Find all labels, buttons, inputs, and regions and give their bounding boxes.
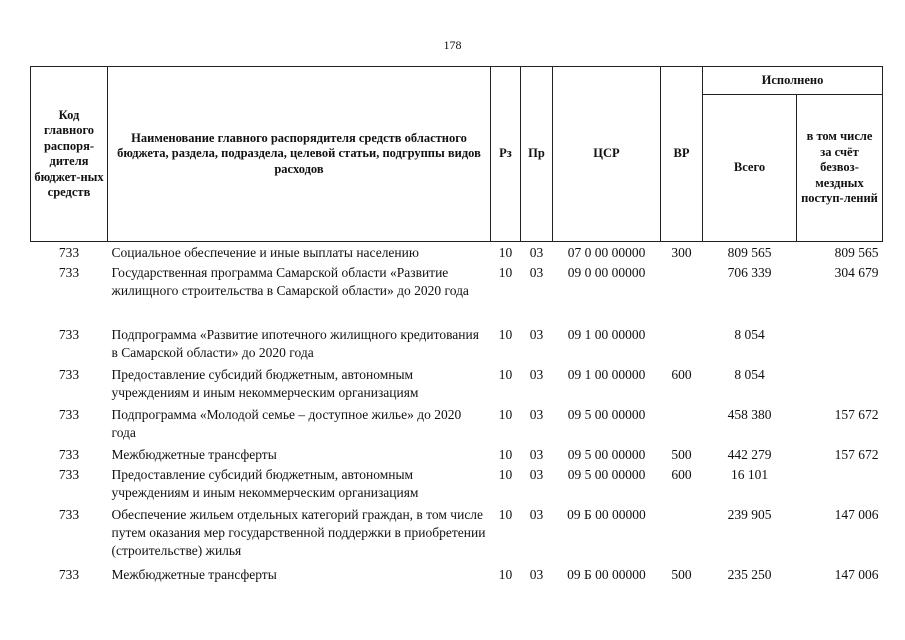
cell-total: 16 101 <box>730 467 769 482</box>
cell-name: Государственная программа Самарской области «Развитие жилищного строительства в Самарской области» до 2020 года <box>111 265 469 298</box>
cell-total: 8 054 <box>734 367 765 382</box>
cell-incl: 157 672 <box>834 407 879 422</box>
cell-incl: 157 672 <box>834 447 879 462</box>
cell-csr: 09 5 00 00000 <box>567 467 646 482</box>
cell-total: 706 339 <box>727 265 772 280</box>
cell-name: Подпрограмма «Развитие ипотечного жилищного кредитования в Самарской области» до 2020 года <box>111 327 479 360</box>
table-body <box>31 242 883 585</box>
cell-code: 733 <box>58 567 80 582</box>
table-row <box>31 242 883 263</box>
cell-csr: 09 5 00 00000 <box>567 407 646 422</box>
cell-incl: 304 679 <box>834 265 879 280</box>
cell-incl <box>797 364 883 404</box>
cell-code: 733 <box>58 367 80 382</box>
cell-pr: 03 <box>529 507 544 522</box>
cell-rz: 10 <box>498 447 513 462</box>
table-row <box>31 262 883 324</box>
cell-incl: 809 565 <box>834 245 879 260</box>
cell-vr <box>661 404 703 444</box>
table-row <box>31 324 883 364</box>
cell-code: 733 <box>58 507 80 522</box>
cell-incl <box>797 324 883 364</box>
cell-name: Подпрограмма «Молодой семье – доступное жилье» до 2020 года <box>111 407 462 440</box>
cell-name: Предоставление субсидий бюджетным, автономным учреждениям и иным некоммерческим организациям <box>111 467 419 500</box>
cell-pr: 03 <box>529 367 544 382</box>
cell-csr: 09 Б 00 00000 <box>567 507 646 522</box>
cell-rz: 10 <box>498 567 513 582</box>
cell-rz: 10 <box>498 507 513 522</box>
table-row <box>31 504 883 564</box>
cell-code: 733 <box>58 407 80 422</box>
header-code: Код главного распоря-дителя бюджет-ных средств <box>31 67 108 242</box>
cell-total: 809 565 <box>727 245 772 260</box>
table-row <box>31 364 883 404</box>
cell-csr: 09 Б 00 00000 <box>567 567 646 582</box>
header-total: Всего <box>703 95 797 242</box>
cell-incl <box>797 464 883 504</box>
cell-vr: 300 <box>671 245 692 260</box>
cell-code: 733 <box>58 467 80 482</box>
table-row <box>31 444 883 464</box>
cell-total: 239 905 <box>727 507 772 522</box>
cell-code: 733 <box>58 265 80 280</box>
cell-rz: 10 <box>498 367 513 382</box>
cell-vr <box>661 324 703 364</box>
cell-total: 458 380 <box>727 407 772 422</box>
cell-rz: 10 <box>498 265 513 280</box>
cell-name: Межбюджетные трансферты <box>111 567 277 582</box>
cell-incl: 147 006 <box>834 567 879 582</box>
cell-code: 733 <box>58 447 80 462</box>
cell-csr: 07 0 00 00000 <box>567 245 646 260</box>
cell-pr: 03 <box>529 567 544 582</box>
cell-vr: 600 <box>671 367 692 382</box>
cell-rz: 10 <box>498 407 513 422</box>
cell-name: Обеспечение жильем отдельных категорий граждан, в том числе путем оказания мер государственной поддержки в приобретении (строительстве) жилья <box>111 507 486 558</box>
cell-total: 442 279 <box>727 447 772 462</box>
table-row <box>31 564 883 584</box>
cell-csr: 09 5 00 00000 <box>567 447 646 462</box>
cell-vr <box>661 504 703 564</box>
header-executed: Исполнено <box>703 67 883 95</box>
cell-incl: 147 006 <box>834 507 879 522</box>
cell-vr: 500 <box>671 567 692 582</box>
cell-name: Социальное обеспечение и иные выплаты населению <box>111 245 419 260</box>
header-csr: ЦСР <box>553 67 661 242</box>
cell-csr: 09 1 00 00000 <box>567 327 646 342</box>
cell-pr: 03 <box>529 447 544 462</box>
cell-vr <box>661 262 703 324</box>
cell-code: 733 <box>58 245 80 260</box>
cell-rz: 10 <box>498 327 513 342</box>
cell-name: Межбюджетные трансферты <box>111 447 277 462</box>
cell-total: 8 054 <box>734 327 765 342</box>
header-incl: в том числе за счёт безвоз-мездных поступ-лений <box>797 95 883 242</box>
cell-rz: 10 <box>498 245 513 260</box>
cell-csr: 09 0 00 00000 <box>567 265 646 280</box>
cell-code: 733 <box>58 327 80 342</box>
cell-total: 235 250 <box>727 567 772 582</box>
header-name: Наименование главного распорядителя средств областного бюджета, раздела, подраздела, целевой статьи, подгруппы видов расходов <box>108 67 491 242</box>
cell-pr: 03 <box>529 407 544 422</box>
cell-csr: 09 1 00 00000 <box>567 367 646 382</box>
cell-name: Предоставление субсидий бюджетным, автономным учреждениям и иным некоммерческим организациям <box>111 367 419 400</box>
cell-rz: 10 <box>498 467 513 482</box>
header-vr: ВР <box>661 67 703 242</box>
cell-pr: 03 <box>529 467 544 482</box>
cell-pr: 03 <box>529 327 544 342</box>
table-header <box>31 67 883 242</box>
header-rz: Рз <box>491 67 521 242</box>
header-pr: Пр <box>521 67 553 242</box>
cell-vr: 500 <box>671 447 692 462</box>
cell-vr: 600 <box>671 467 692 482</box>
budget-execution-table <box>30 66 883 584</box>
cell-pr: 03 <box>529 245 544 260</box>
page-number: 178 <box>443 38 462 52</box>
cell-pr: 03 <box>529 265 544 280</box>
table-row <box>31 464 883 504</box>
table-row <box>31 404 883 444</box>
